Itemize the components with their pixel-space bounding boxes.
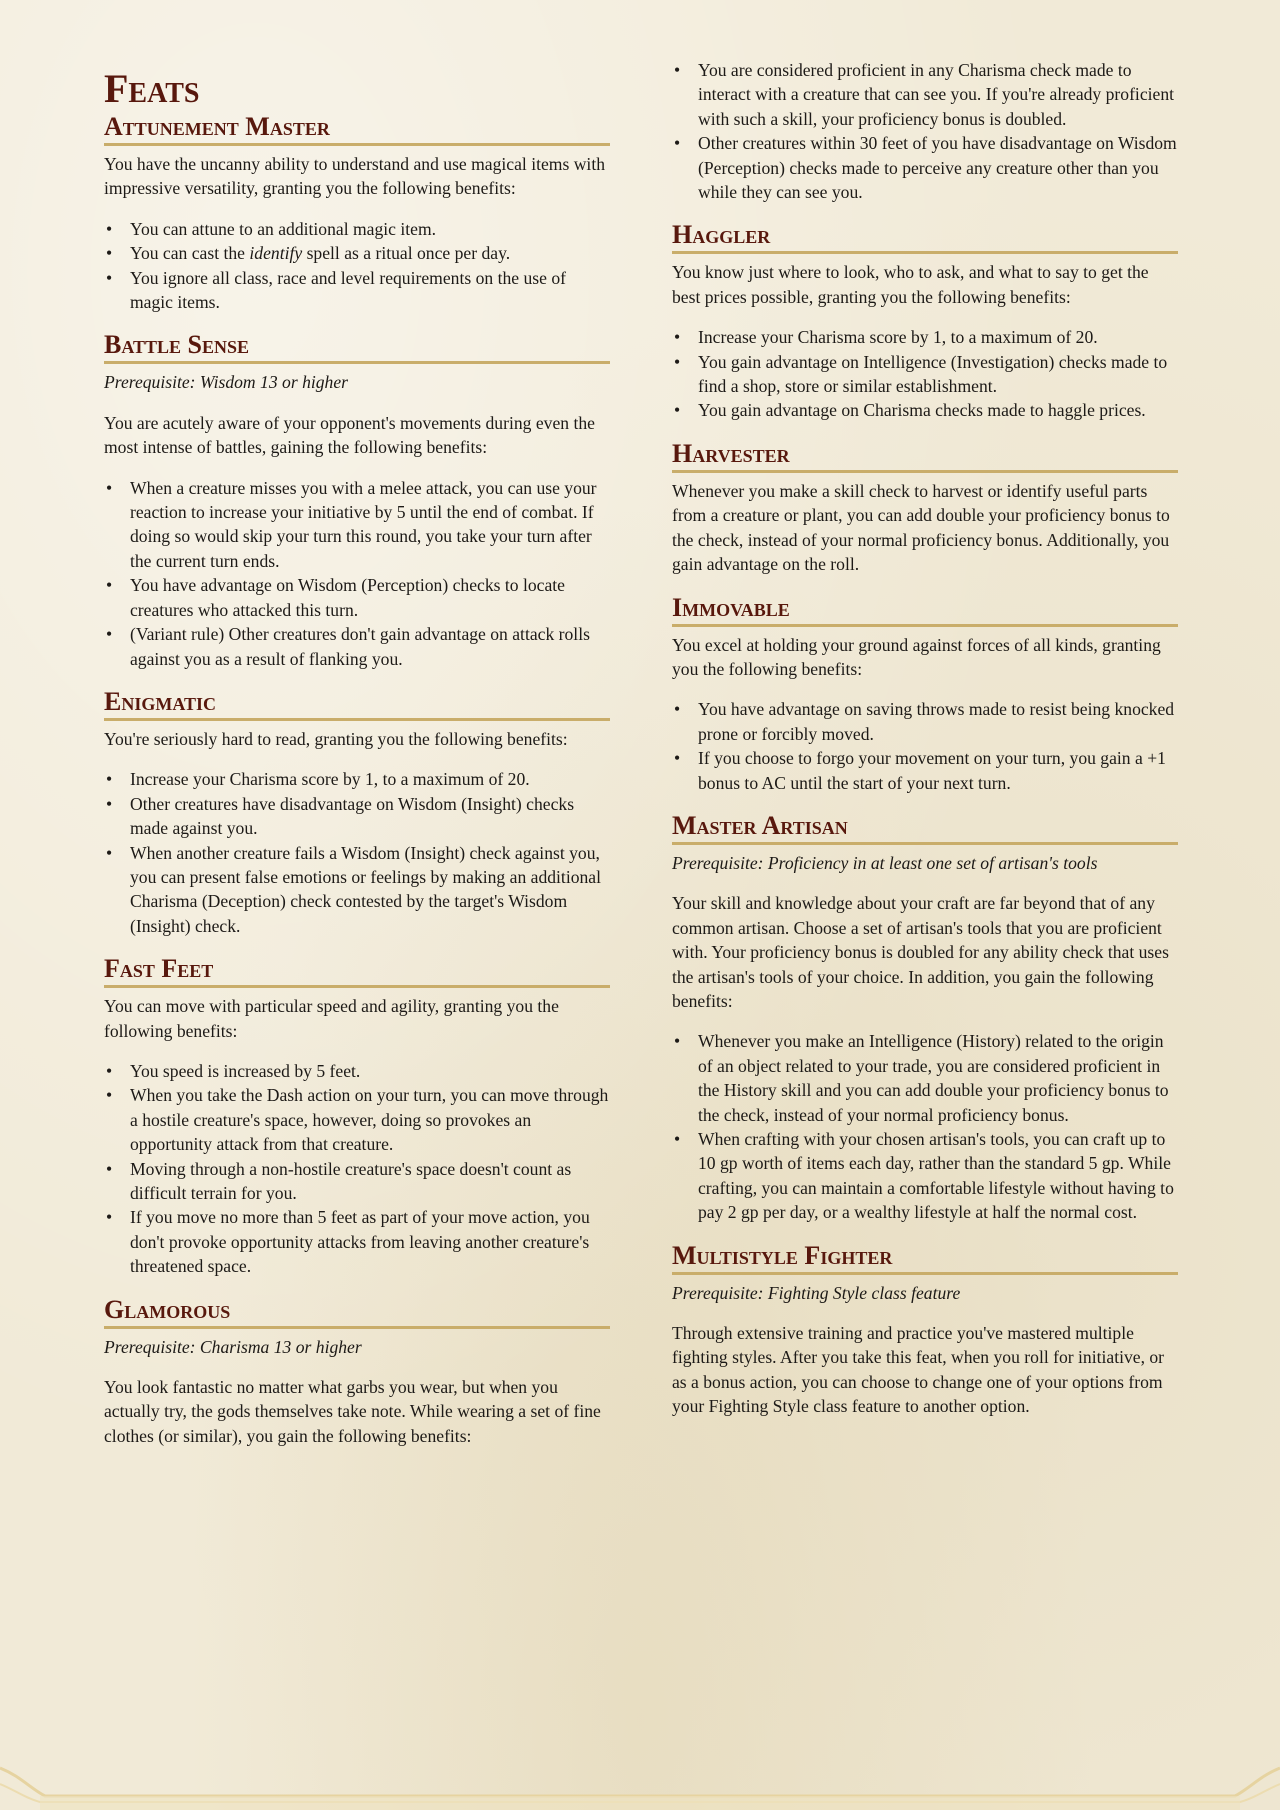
list-item: • You gain advantage on Intelligence (Investigation) checks made to find a shop, store or similar establishment. (674, 351, 1168, 397)
benefit-list (104, 767, 610, 938)
bullet-icon: • (106, 1060, 113, 1081)
benefit-list (104, 217, 610, 315)
bullet-icon: • (106, 218, 113, 239)
benefit-list (104, 476, 610, 671)
feat-multistyle-fighter (672, 1241, 1178, 1419)
feat-description: You know just where to look, who to ask, and what to say to get the best prices possible, granting you the following benefits: (672, 262, 1149, 307)
list-item: • You ignore all class, race and level requirements on the use of magic items. (106, 267, 566, 313)
benefit-list (104, 1059, 610, 1279)
list-item: • You are considered proficient in any Charisma check made to interact with a creature that can see you. If you're already proficient with such a skill, your proficiency bonus is doubled. (674, 60, 1175, 129)
list-item: • Increase your Charisma score by 1, to a maximum of 20. (672, 325, 1178, 349)
bullet-icon: • (674, 60, 681, 80)
list-item: • You can attune to an additional magic item. (104, 217, 610, 241)
feat-master-artisan (672, 811, 1178, 1225)
list-item: • When another creature fails a Wisdom (Insight) check against you, you can present false emotions or feelings by making an additional Charisma (Deception) check contested by the target's Wisdom (Insight) check. (106, 842, 601, 936)
bullet-icon: • (106, 243, 113, 264)
bullet-icon: • (106, 1207, 113, 1228)
right-column (672, 58, 1178, 1435)
feat-description: You are acutely aware of your opponent's movements during even the most intense of battles, gaining the following benefits: (104, 412, 595, 458)
bullet-icon: • (106, 1085, 113, 1106)
feat-heading: Immovable (672, 593, 1178, 627)
list-item: • You gain advantage on Charisma checks made to haggle prices. (672, 398, 1178, 422)
bullet-icon: • (106, 477, 113, 498)
feat-fast-feet (104, 954, 610, 1278)
list-item: • You speed is increased by 5 feet. (104, 1059, 610, 1083)
feat-haggler (672, 220, 1178, 422)
bullet-icon: • (106, 575, 113, 596)
feat-prerequisite: Prerequisite: Proficiency in at least one set of artisan's tools (672, 852, 1098, 873)
bullet-icon: • (674, 748, 681, 769)
list-item: • Other creatures have disadvantage on Wisdom (Insight) checks made against you. (106, 793, 575, 839)
feat-battle-sense (104, 330, 610, 670)
benefit-list (672, 697, 1178, 795)
feat-description: Through extensive training and practice you've mastered multiple fighting styles. After you take this feat, when you roll for initiative, or as a bonus action, you can choose to change one of your options from your Fighting Style class feature to another option. (672, 1323, 1165, 1417)
list-item: • When you take the Dash action on your turn, you can move through a hostile creature's space, however, doing so provokes an opportunity attack from that creature. (106, 1085, 609, 1155)
bullet-icon: • (106, 769, 113, 790)
bullet-icon: • (106, 267, 113, 288)
feat-immovable (672, 593, 1178, 795)
list-item: • (Variant rule) Other creatures don't gain advantage on attack rolls against you as a result of flanking you. (106, 624, 590, 669)
bullet-icon: • (674, 400, 681, 421)
feat-glamorous (104, 1295, 610, 1449)
feat-prerequisite: Prerequisite: Charisma 13 or higher (104, 1336, 362, 1357)
feat-heading: Haggler (672, 220, 1178, 254)
continued-benefit-list (672, 58, 1178, 204)
bullet-icon: • (674, 1129, 681, 1149)
list-item: • Other creatures within 30 feet of you have disadvantage on Wisdom (Perception) checks made to perceive any creature other than you while they can see you. (674, 133, 1177, 203)
bullet-icon: • (106, 624, 113, 645)
feat-enigmatic (104, 687, 610, 938)
list-item: • You have advantage on Wisdom (Perception) checks to locate creatures who attacked this turn. (106, 575, 565, 620)
feat-description: Whenever you make a skill check to harvest or identify useful parts from a creature or plant, you can add double your proficiency bonus to the check, instead of your normal proficiency bonus. Additionally, you gain advantage on the roll. (672, 480, 1170, 575)
left-column (104, 66, 610, 1464)
feat-heading: Enigmatic (104, 687, 610, 721)
feat-description: You look fantastic no matter what garbs you wear, but when you actually try, the gods themselves take note. While wearing a set of fine clothes (or similar), you gain the following benefits: (104, 1377, 601, 1446)
list-item: • If you choose to forgo your movement on your turn, you gain a +1 bonus to AC until the start of your next turn. (674, 748, 1166, 793)
feat-description: You're seriously hard to read, granting you the following benefits: (104, 728, 568, 749)
feat-description: Your skill and knowledge about your craft are far beyond that of any common artisan. Choose a set of artisan's tools that you are proficient with. Your proficiency bonus is doubled for any ability check that uses the artisan's tools of your choice. In addition, you gain the following benefits: (672, 893, 1169, 1011)
bullet-icon: • (106, 842, 113, 863)
list-item: • When a creature misses you with a melee attack, you can use your reaction to increase your initiative by 5 until the end of combat. If doing so would skip your turn this round, you take your turn after the current turn ends. (106, 477, 597, 571)
list-item: • When crafting with your chosen artisan's tools, you can craft up to 10 gp worth of items each day, rather than the standard 5 gp. While crafting, you can maintain a comfortable lifestyle without having to pay 2 gp per day, or a wealthy lifestyle at half the normal cost. (674, 1129, 1174, 1223)
bullet-icon: • (106, 793, 113, 814)
feat-heading: Fast Feet (104, 954, 610, 988)
feat-attunement-master (104, 112, 610, 314)
feat-heading: Attunement Master (104, 112, 610, 146)
list-item: • Whenever you make an Intelligence (History) related to the origin of an object related to your trade, you are considered proficient in the History skill and you can add double your proficiency bonus to the check, instead of your normal proficiency bonus. (674, 1031, 1169, 1125)
bullet-icon: • (674, 327, 681, 348)
feat-description: You have the uncanny ability to understand and use magical items with impressive versatility, granting you the following benefits: (104, 154, 606, 199)
list-item: • Moving through a non-hostile creature's space doesn't count as difficult terrain for you. (106, 1158, 572, 1203)
spell-name: identify (249, 243, 303, 264)
feat-harvester (672, 439, 1178, 577)
footer-ornament (0, 1748, 1280, 1810)
feat-description: You excel at holding your ground against forces of all kinds, granting you the following benefits: (672, 634, 1161, 679)
feat-prerequisite: Prerequisite: Wisdom 13 or higher (104, 372, 349, 393)
list-item: • Increase your Charisma score by 1, to a maximum of 20. (104, 767, 610, 791)
feat-heading: Multistyle Fighter (672, 1241, 1178, 1275)
feat-heading: Battle Sense (104, 330, 610, 364)
list-item: • If you move no more than 5 feet as part of your move action, you don't provoke opportunity attacks from leaving another creature's threatened space. (106, 1207, 590, 1277)
bullet-icon: • (674, 133, 681, 154)
feat-prerequisite: Prerequisite: Fighting Style class feature (672, 1282, 961, 1303)
bullet-icon: • (674, 351, 681, 372)
feat-description: You can move with particular speed and agility, granting you the following benefits: (104, 996, 559, 1041)
bullet-icon: • (106, 1158, 113, 1179)
bullet-icon: • (674, 1031, 681, 1052)
benefit-list (672, 325, 1178, 423)
benefit-list (672, 1029, 1178, 1224)
feat-heading: Glamorous (104, 1295, 610, 1329)
feat-heading: Harvester (672, 439, 1178, 473)
page-title: Feats (104, 66, 200, 111)
list-item: • You can cast the identify spell as a ritual once per day. (104, 241, 610, 265)
bullet-icon: • (674, 699, 681, 720)
feat-heading: Master Artisan (672, 811, 1178, 845)
list-item: • You have advantage on saving throws made to resist being knocked prone or forcibly moved. (674, 699, 1175, 744)
